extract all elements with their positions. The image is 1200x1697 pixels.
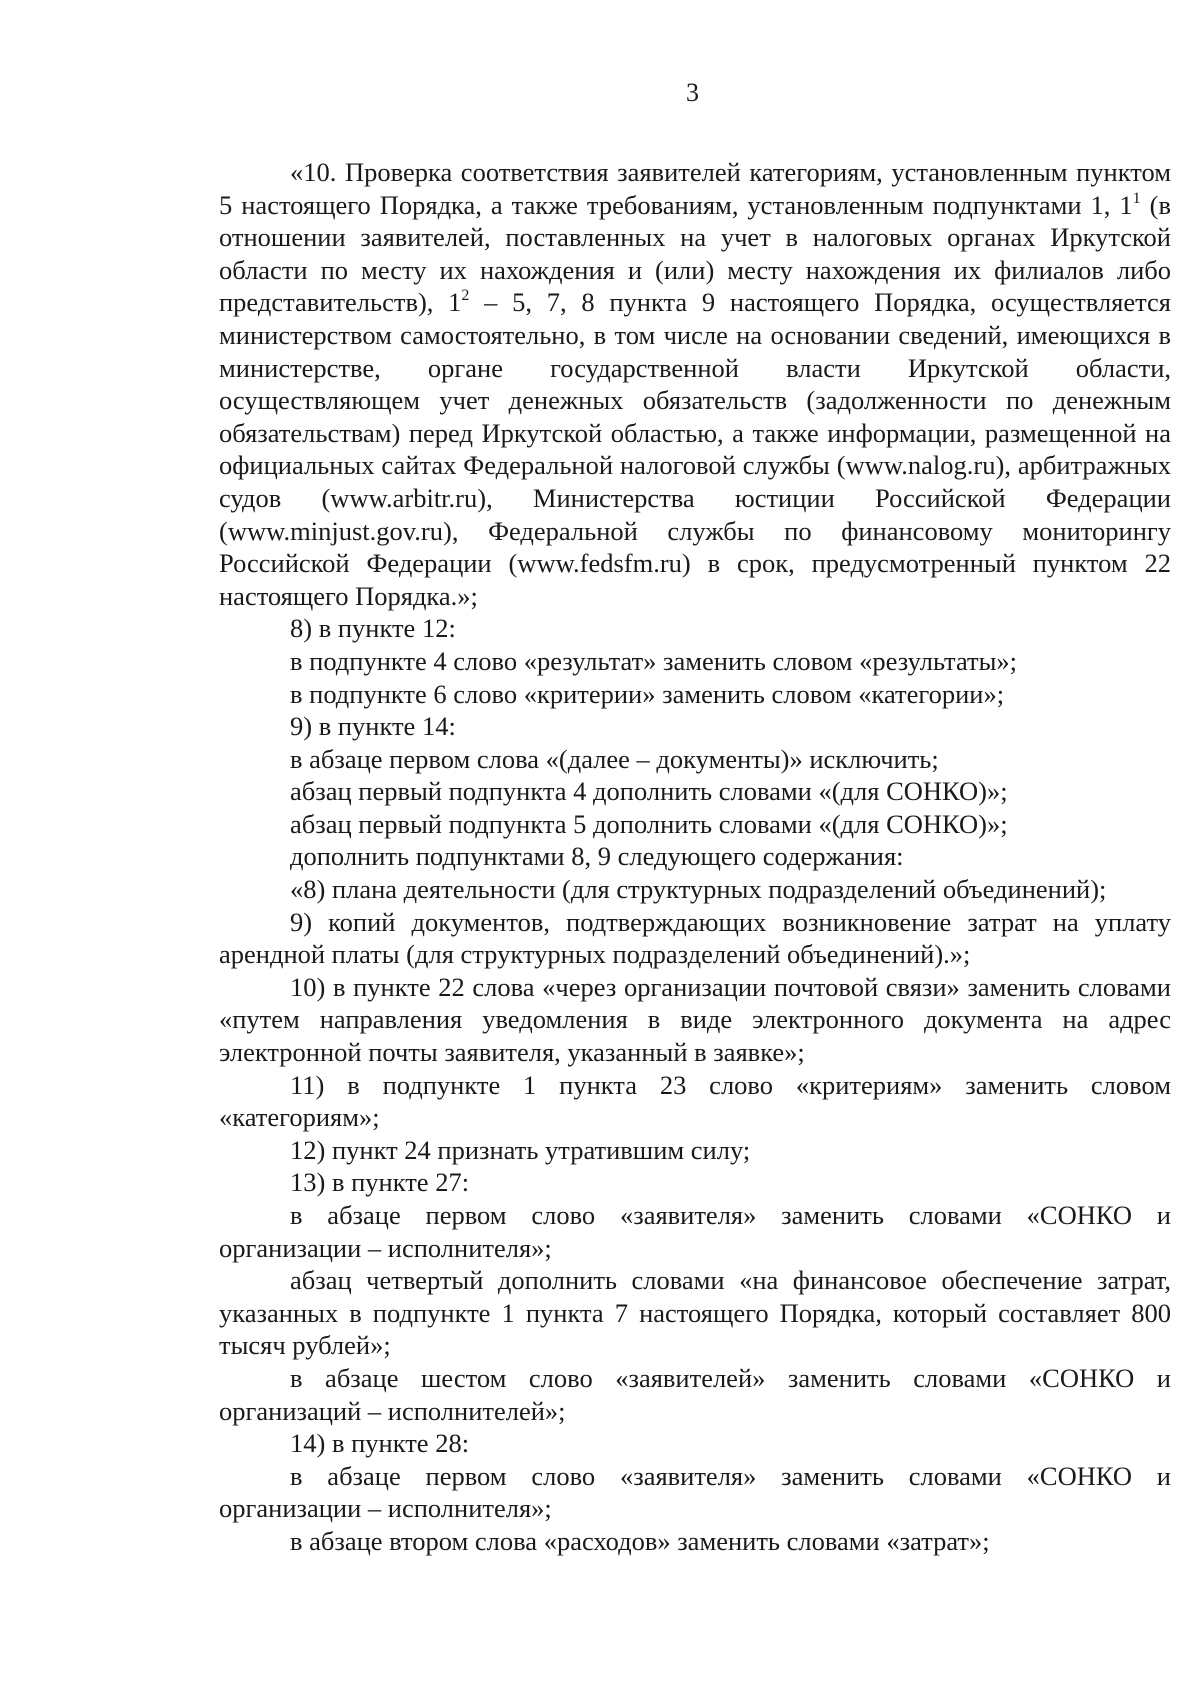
- paragraph-line: в подпункте 4 слово «результат» заменить словом «результаты»;: [290, 645, 1018, 676]
- paragraph-text: (в отношении заявителей, поставленных на учет в налоговых органах Иркутской области по месту их нахождения и (или) месту нахождения их филиалов либо представительств), 1: [219, 189, 1171, 318]
- paragraph-item-10: [219, 156, 1171, 612]
- paragraph-line: абзац первый подпункта 5 дополнить словами «(для СОНКО)»;: [290, 808, 1008, 839]
- page-number: 3: [686, 78, 699, 107]
- paragraph-line: 8) в пункте 12:: [290, 613, 456, 644]
- paragraph-line: в абзаце первом слова «(далее – документы)» исключить;: [290, 743, 939, 774]
- paragraph-line: 9) копий документов, подтверждающих возникновение затрат на уплату арендной платы (для структурных подразделений объединений).»;: [219, 906, 1171, 970]
- paragraph-line: дополнить подпунктами 8, 9 следующего содержания:: [290, 841, 904, 872]
- paragraph-line: 10) в пункте 22 слова «через организации почтовой связи» заменить словами «путем направления уведомления в виде электронного документа на адрес электронной почты заявителя, указанный в заявке»;: [219, 971, 1171, 1068]
- paragraph-line: 9) в пункте 14:: [290, 711, 456, 742]
- paragraph-line: 14) в пункте 28:: [290, 1428, 470, 1459]
- paragraph-line: в абзаце первом слово «заявителя» заменить словами «СОНКО и организации – исполнителя»;: [219, 1200, 1171, 1263]
- document-body: [219, 156, 1171, 1558]
- paragraph-line: 13) в пункте 27:: [290, 1167, 470, 1198]
- paragraph-line: в абзаце шестом слово «заявителей» заменить словами «СОНКО и организаций – исполнителей»;: [219, 1362, 1171, 1426]
- paragraph-line: «8) плана деятельности (для структурных подразделений объединений);: [290, 874, 1107, 905]
- paragraph-line: 11) в подпункте 1 пункта 23 слово «критериям» заменить словом «категориям»;: [219, 1069, 1171, 1133]
- paragraph-line: абзац первый подпункта 4 дополнить словами «(для СОНКО)»;: [290, 776, 1008, 807]
- superscript: 1: [1132, 189, 1141, 207]
- paragraph-line: в подпункте 6 слово «критерии» заменить словом «категории»;: [290, 678, 1005, 709]
- paragraph-text: – 5, 7, 8 пункта 9 настоящего Порядка, осуществляется министерством самостоятельно, в том числе на основании сведений, имеющихся в министерстве, органе государственной власти Иркутской области, осуществляющем учет денежных обязательств (задолженности по денежным обязательствам) перед Иркутской областью, а также информации, размещенной на официальных сайтах Федеральной налоговой службы (www.nalog.ru), арбитражных судов (www.arbitr.ru), Министерства юстиции Российской Федерации (www.minjust.gov.ru), Федеральной службы по финансовому мониторингу Российской Федерации (www.fedsfm.ru) в срок, предусмотренный пунктом 22 настоящего Порядка.»;: [219, 287, 1171, 611]
- superscript: 2: [461, 287, 470, 305]
- paragraph-line: в абзаце первом слово «заявителя» заменить словами «СОНКО и организации – исполнителя»;: [219, 1460, 1171, 1524]
- paragraph-line: 12) пункт 24 признать утратившим силу;: [290, 1134, 751, 1165]
- paragraph-line: в абзаце втором слова «расходов» заменить словами «затрат»;: [290, 1525, 990, 1556]
- paragraph-line: абзац четвертый дополнить словами «на финансовое обеспечение затрат, указанных в подпункте 1 пункта 7 настоящего Порядка, который составляет 800 тысяч рублей»;: [219, 1265, 1171, 1361]
- paragraph-text: «10. Проверка соответствия заявителей категориям, установленным пунктом 5 настоящего Порядка, а также требованиям, установленным подпунктами 1, 1: [219, 157, 1171, 220]
